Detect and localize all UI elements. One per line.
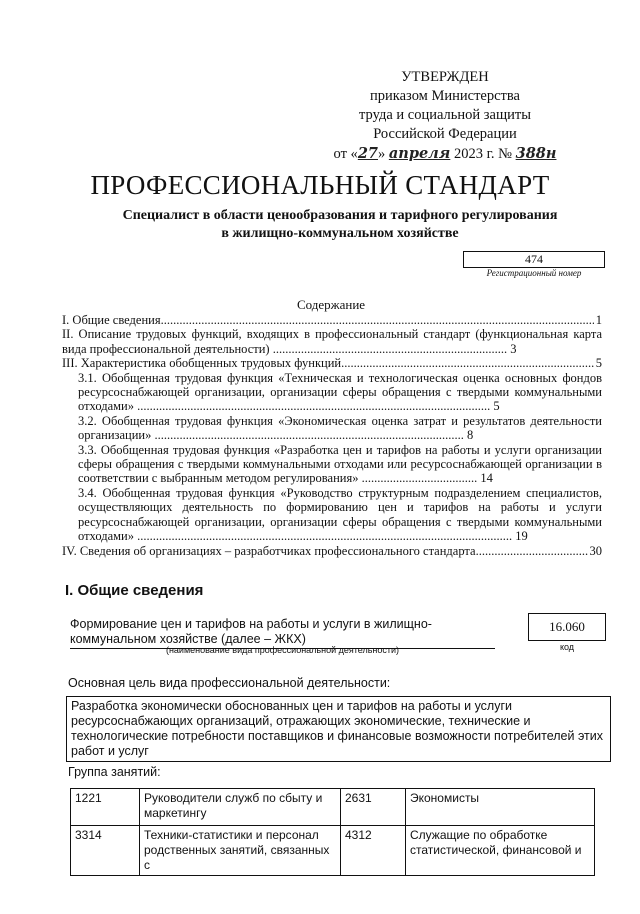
date-year: 2023 г. № bbox=[453, 146, 512, 162]
goal-text-box: Разработка экономически обоснованных цен и тарифов на работы и услуги ресурсоснабжающих организаций, отражающих экономические, технические и технологические потребности поставщиков и финансовые возможности потребителей этих работ и услуг bbox=[66, 696, 611, 762]
group-name-cell: Техники-статистики и персонал родственных занятий, связанных с bbox=[140, 826, 341, 876]
occupation-group-table bbox=[70, 788, 595, 876]
toc-item-page: 19 bbox=[515, 529, 528, 544]
toc-item-page: 8 bbox=[466, 428, 474, 443]
group-name-cell: Экономисты bbox=[406, 789, 595, 826]
toc-item-text: IV. Сведения об организациях – разработчиках профессионального стандарта bbox=[62, 543, 476, 558]
document-subtitle bbox=[60, 207, 620, 243]
toc-item[interactable]: II. Описание трудовых функций, входящих в профессиональный стандарт (функциональная карта вида профессиональной деятельности) ........................................................................... 3 bbox=[62, 327, 602, 356]
group-code-cell: 4312 bbox=[341, 826, 406, 876]
approval-order-line: приказом Министерства bbox=[370, 88, 520, 104]
toc-item-page: 5 bbox=[595, 356, 602, 371]
occupation-code-box: 16.060 bbox=[528, 613, 606, 641]
registration-number-box: 474 bbox=[463, 251, 605, 268]
date-prefix: от « bbox=[333, 146, 358, 162]
date-mid: » bbox=[378, 146, 386, 162]
toc-item-text: 3.3. Обобщенная трудовая функция «Разработка цен и тарифов на работы и услуги организации сферы обращения с твердыми коммунальными отходами или ресурсоснабжающей организации в соответствии с выбранным методом регулирования» bbox=[78, 442, 602, 486]
table-row bbox=[71, 826, 595, 876]
handwritten-day: 27 bbox=[357, 145, 378, 162]
occupation-name: Формирование цен и тарифов на работы и услуги в жилищно-коммунальном хозяйстве (далее – ЖКХ) bbox=[70, 617, 495, 649]
toc-item[interactable] bbox=[62, 313, 602, 327]
group-code-cell: 3314 bbox=[71, 826, 140, 876]
registration-number-label: Регистрационный номер bbox=[486, 268, 582, 278]
toc-item[interactable] bbox=[62, 544, 602, 558]
toc-item[interactable]: 3.1. Обобщенная трудовая функция «Техническая и технологическая оценка основных фондов ресурсоснабжающей организации, организации сферы обращения с твердыми коммунальными отходами» ................................................................................................................. 5 bbox=[78, 370, 602, 414]
toc-leader bbox=[341, 356, 594, 370]
toc-item-text: III. Характеристика обобщенных трудовых функций bbox=[62, 356, 342, 371]
toc-item[interactable] bbox=[62, 356, 602, 370]
occupation-code-label: код bbox=[559, 642, 575, 652]
approval-country-line: Российской Федерации bbox=[373, 126, 517, 142]
subtitle-line-1: Специалист в области ценообразования и тарифного регулирования bbox=[122, 208, 558, 223]
handwritten-order-number: 388н bbox=[515, 145, 557, 162]
group-name-cell: Служащие по обработке статистической, финансовой и bbox=[406, 826, 595, 876]
toc-leader bbox=[161, 313, 594, 327]
toc-item-page: 30 bbox=[589, 543, 602, 558]
toc-leader bbox=[476, 544, 588, 558]
approval-block bbox=[300, 68, 590, 164]
toc-item-page: 3 bbox=[510, 341, 517, 356]
goal-label: Основная цель вида профессиональной деятельности: bbox=[68, 676, 391, 690]
occupation-group-label: Группа занятий: bbox=[68, 765, 161, 779]
toc-item-text: II. Описание трудовых функций, входящих в профессиональный стандарт (функциональная карта вида профессиональной деятельности) bbox=[62, 327, 602, 356]
table-row bbox=[71, 789, 595, 826]
document-title: ПРОФЕССИОНАЛЬНЫЙ СТАНДАРТ bbox=[90, 170, 550, 200]
toc-item-text: 3.1. Обобщенная трудовая функция «Техническая и технологическая оценка основных фондов ресурсоснабжающей организации, организации сферы обращения с твердыми коммунальными отходами» bbox=[78, 370, 602, 414]
handwritten-month: апреля bbox=[388, 145, 451, 162]
toc-item-text: 3.2. Обобщенная трудовая функция «Экономическая оценка затрат и результатов деятельности организации» bbox=[78, 413, 602, 443]
toc-item-page: 1 bbox=[595, 313, 602, 327]
approval-ministry-line: труда и социальной защиты bbox=[359, 107, 531, 123]
occupation-name-caption: (наименование вида профессиональной деятельности) bbox=[165, 645, 400, 655]
approval-date-line bbox=[300, 144, 590, 164]
subtitle-line-2: в жилищно-коммунальном хозяйстве bbox=[221, 226, 459, 241]
toc-item-text: 3.4. Обобщенная трудовая функция «Руководство структурным подразделением специалистов, осуществляющих деятельность по формированию цен и тарифов на работы и услуги ресурсоснабжающей организации, организации сферы обращения с твердыми коммунальными отходами» bbox=[78, 485, 602, 544]
toc-item[interactable]: 3.2. Обобщенная трудовая функция «Экономическая оценка затрат и результатов деятельности организации» ................................................................................................... 8 bbox=[78, 413, 602, 443]
toc-title: Содержание bbox=[296, 297, 366, 312]
table-of-contents bbox=[62, 313, 602, 558]
section-heading: I. Общие сведения bbox=[65, 582, 204, 599]
toc-item[interactable]: 3.4. Обобщенная трудовая функция «Руководство структурным подразделением специалистов, осуществляющих деятельность по формированию цен и тарифов на работы и услуги ресурсоснабжающей организации, организации сферы обращения с твердыми коммунальными отходами» ........................................................................................................................ 19 bbox=[78, 485, 602, 544]
toc-item[interactable]: 3.3. Обобщенная трудовая функция «Разработка цен и тарифов на работы и услуги организации сферы обращения с твердыми коммунальными отходами или ресурсоснабжающей организации в соответствии с выбранным методом регулирования» ..................................... 14 bbox=[78, 442, 602, 486]
approval-title: УТВЕРЖДЕН bbox=[401, 69, 489, 85]
group-code-cell: 1221 bbox=[71, 789, 140, 826]
toc-item-text: I. Общие сведения bbox=[62, 313, 161, 327]
toc-item-page: 14 bbox=[480, 471, 493, 486]
group-name-cell: Руководители служб по сбыту и маркетингу bbox=[140, 789, 341, 826]
group-code-cell: 2631 bbox=[341, 789, 406, 826]
toc-item-page: 5 bbox=[493, 399, 500, 414]
